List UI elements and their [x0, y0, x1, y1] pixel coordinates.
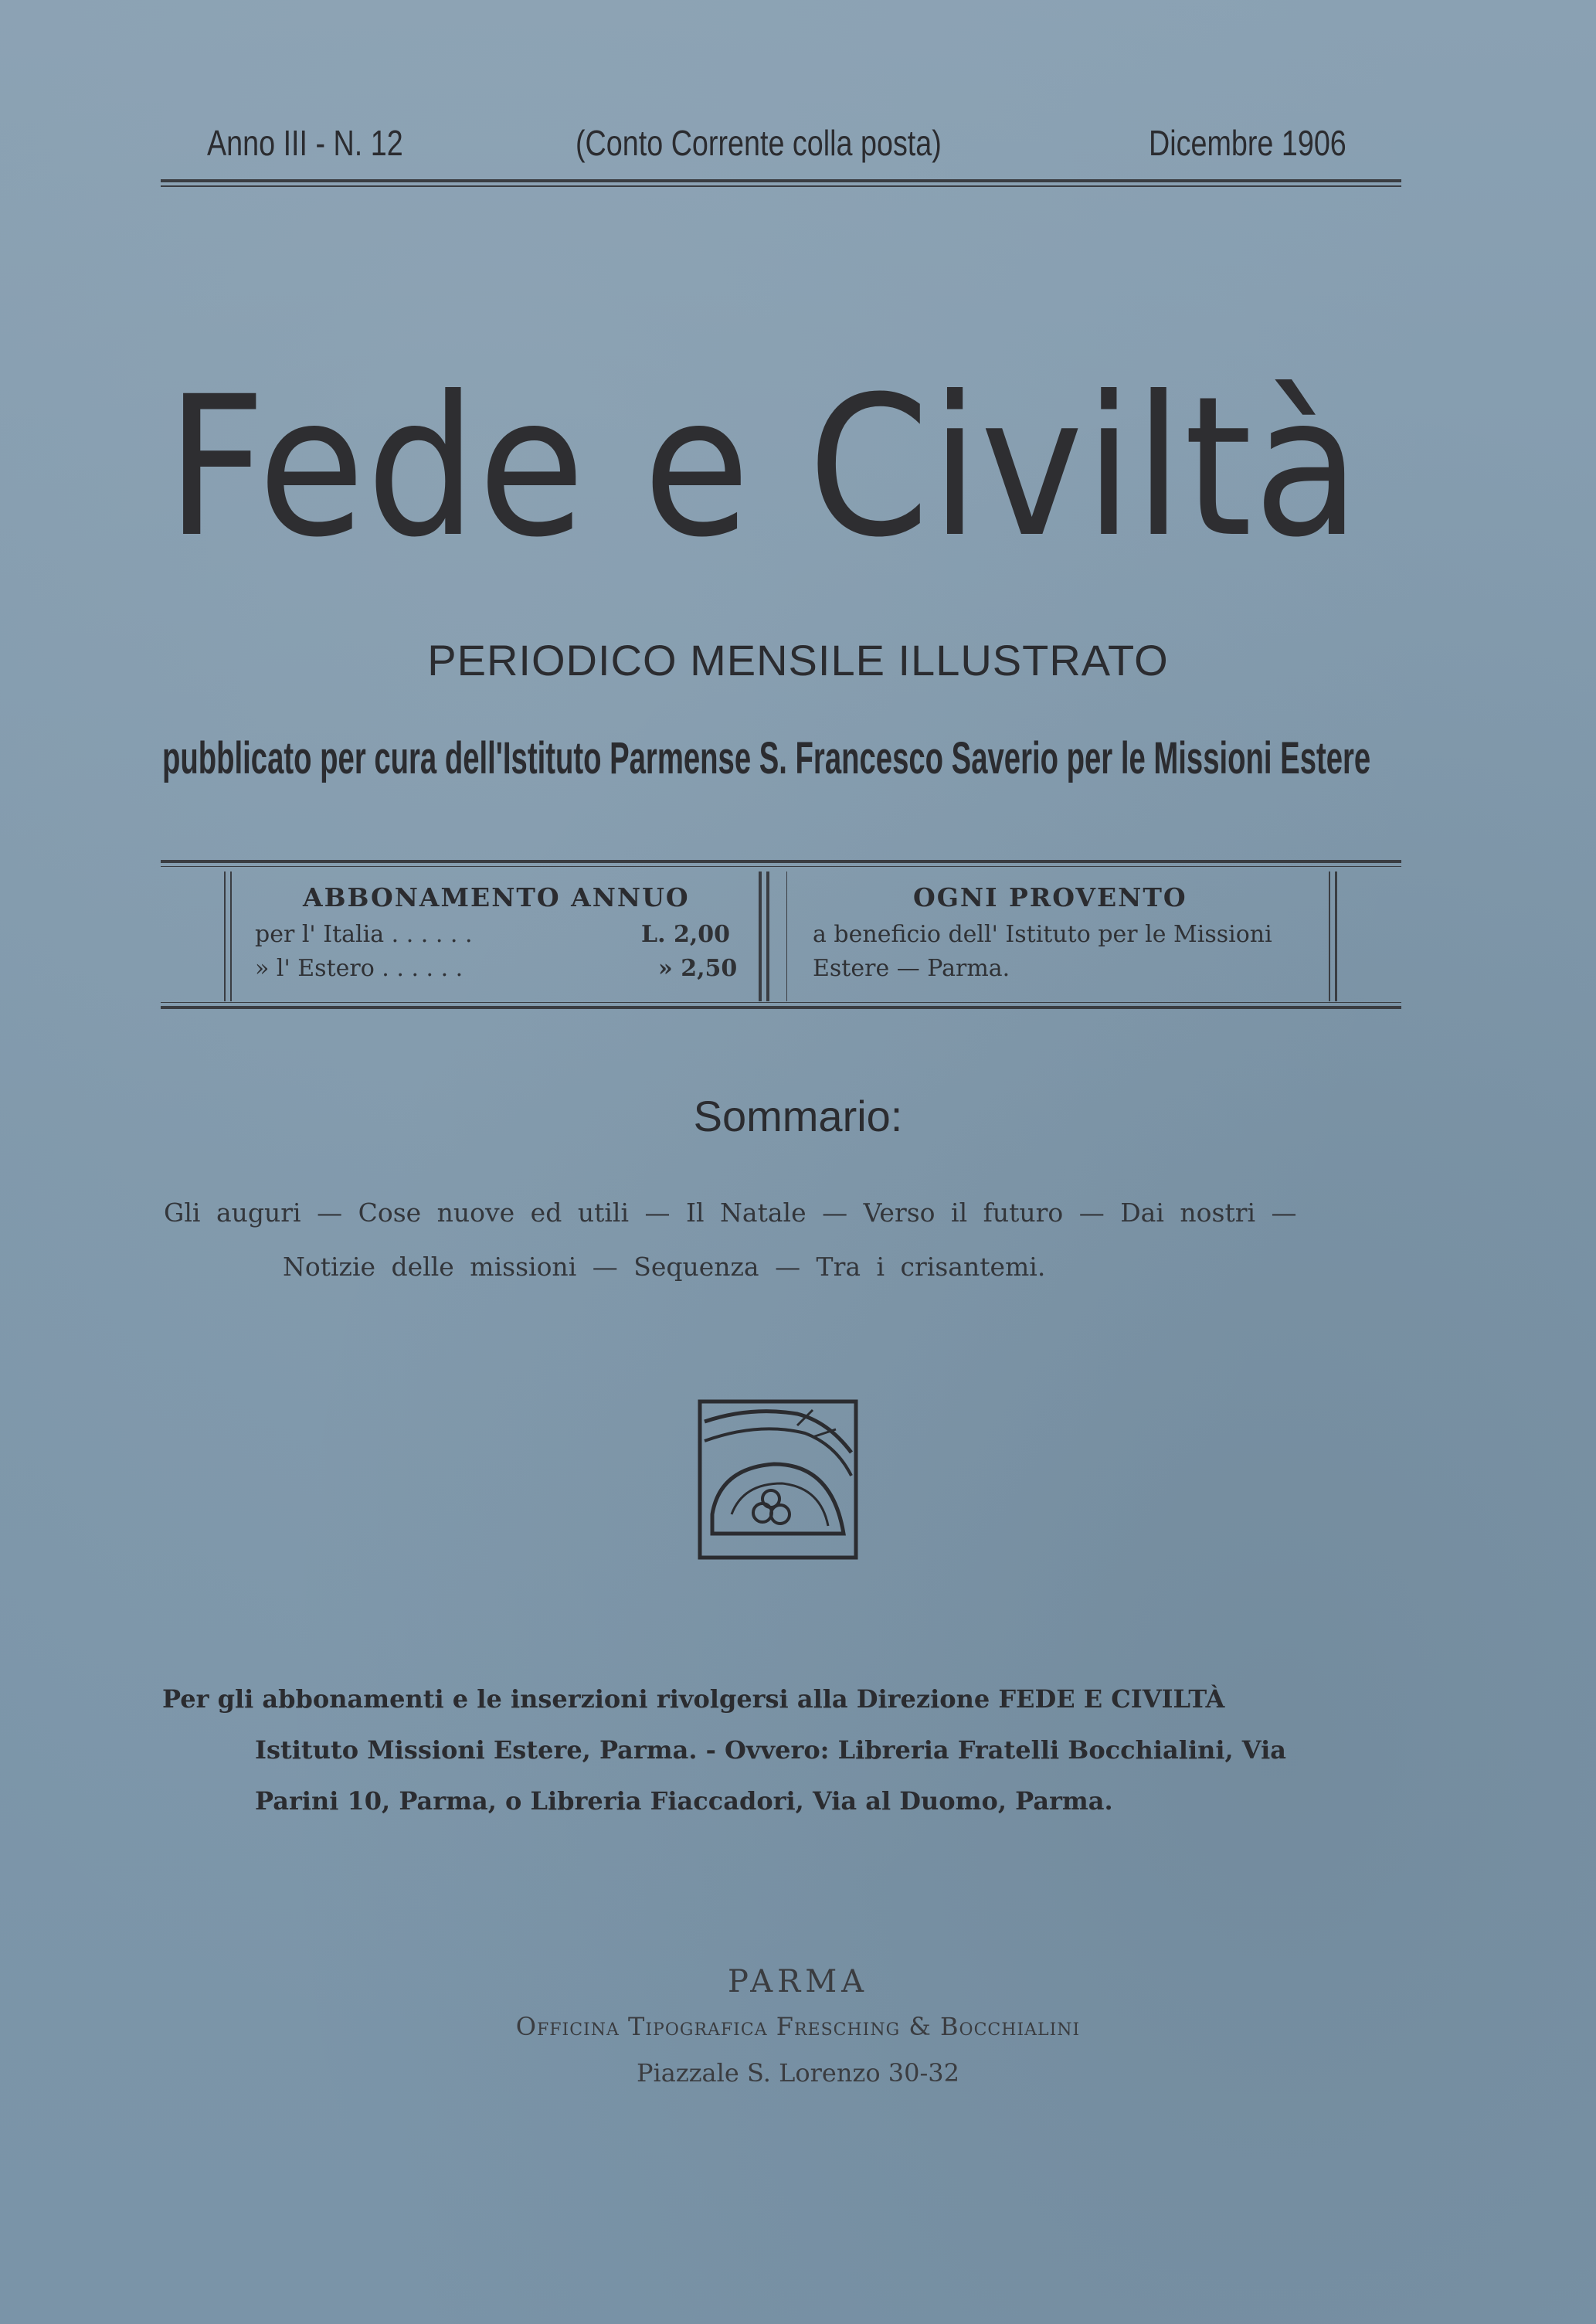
proceeds-line-1: a beneficio dell' Istituto per le Missioni — [813, 921, 1272, 948]
subscription-heading: ABBONAMENTO ANNUO — [303, 882, 690, 912]
summary-line-2: Notizie delle missioni — Sequenza — Tra i crisantemi. — [283, 1252, 1046, 1282]
contact-line-1: Per gli abbonamenti e le inserzioni rivolgersi alla Direzione FEDE E CIVILTÀ — [162, 1684, 1225, 1714]
issue-number: Anno III - N. 12 — [207, 123, 403, 163]
header-rule — [161, 179, 1401, 182]
masthead-title: Fede e Civiltà — [166, 355, 1362, 579]
header-rule-thin — [161, 185, 1401, 187]
contact-line-2: Istituto Missioni Estere, Parma. - Ovvero: Libreria Fratelli Bocchialini, Via — [255, 1735, 1286, 1765]
subscription-abroad-price: » 2,50 — [658, 955, 738, 982]
summary-heading: Sommario: — [693, 1092, 903, 1140]
contact-line-3: Parini 10, Parma, o Libreria Fiaccadori, Via al Duomo, Parma. — [255, 1786, 1113, 1816]
imprint-city: PARMA — [727, 1964, 869, 2000]
masthead-subtitle: PERIODICO MENSILE ILLUSTRATO — [427, 636, 1169, 685]
subscription-italy-label: per l' Italia . . . . . . — [255, 921, 473, 948]
proceeds-line-2: Estere — Parma. — [813, 955, 1010, 982]
publisher-line: pubblicato per cura dell'Istituto Parmense S. Francesco Saverio per le Missioni Estere — [162, 733, 1371, 783]
imprint-address: Piazzale S. Lorenzo 30-32 — [636, 2058, 959, 2088]
imprint-printer: Officina Tipografica Fresching & Bocchialini — [515, 2012, 1081, 2041]
printer-mark-icon — [697, 1398, 859, 1561]
subscription-italy-price: L. 2,00 — [641, 921, 731, 948]
account-note: (Conto Corrente colla posta) — [576, 123, 942, 163]
proceeds-heading: OGNI PROVENTO — [913, 882, 1187, 912]
summary-line-1: Gli auguri — Cose nuove ed utili — Il Natale — Verso il futuro — Dai nostri — — [164, 1198, 1297, 1228]
issue-date: Dicembre 1906 — [1149, 123, 1346, 163]
subscription-abroad-label: » l' Estero . . . . . . — [255, 955, 464, 982]
